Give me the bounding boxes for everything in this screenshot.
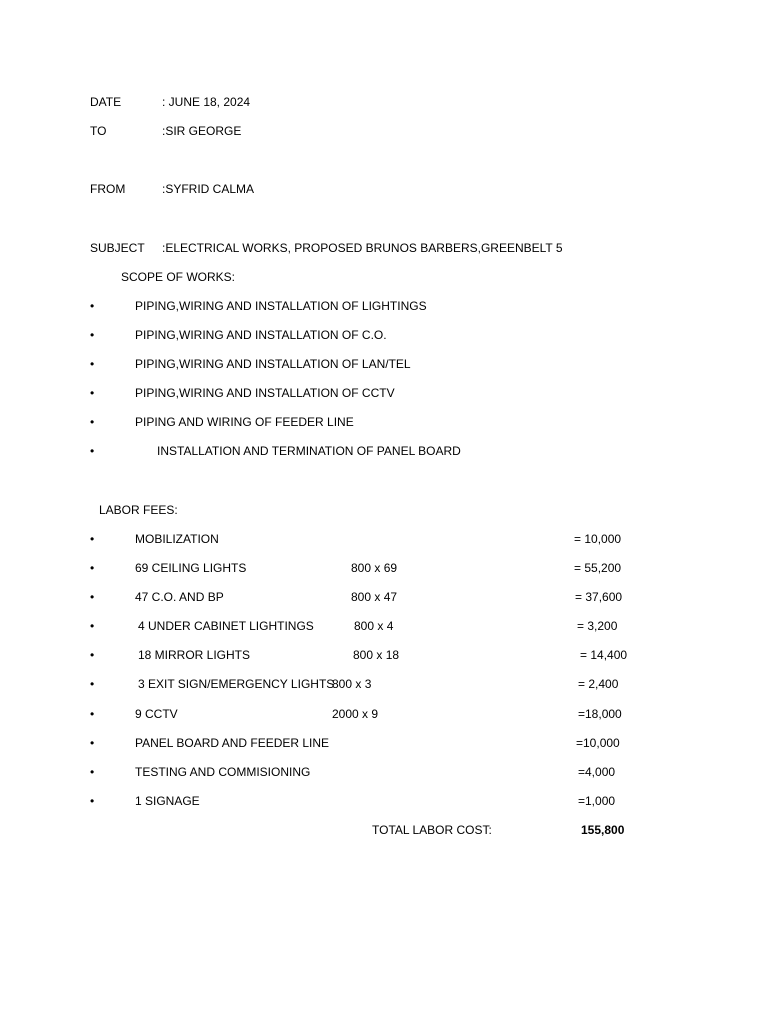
labor-item-amount: = 55,200 xyxy=(574,561,622,575)
labor-title: LABOR FEES: xyxy=(99,503,178,517)
labor-item-amount: = 37,600 xyxy=(575,590,623,604)
scope-item: PIPING AND WIRING OF FEEDER LINE xyxy=(135,415,354,429)
labor-item-calc: 800 x 4 xyxy=(354,619,394,633)
bullet-icon: • xyxy=(90,736,95,750)
total-value: 155,800 xyxy=(581,823,625,837)
labor-item-desc: PANEL BOARD AND FEEDER LINE xyxy=(135,736,330,750)
labor-item-calc: 2000 x 9 xyxy=(332,707,379,721)
bullet-icon: • xyxy=(90,677,95,691)
to-label: TO xyxy=(90,124,107,138)
labor-item-desc: 4 UNDER CABINET LIGHTINGS xyxy=(138,619,314,633)
scope-title: SCOPE OF WORKS: xyxy=(121,270,236,284)
subject-value: :ELECTRICAL WORKS, PROPOSED BRUNOS BARBERS,GREENBELT 5 xyxy=(162,241,563,255)
labor-item-amount: =4,000 xyxy=(578,765,616,779)
bullet-icon: • xyxy=(90,299,95,313)
labor-item-amount: = 3,200 xyxy=(577,619,618,633)
bullet-icon: • xyxy=(90,357,95,371)
labor-item-amount: =10,000 xyxy=(576,736,620,750)
labor-item-desc: 47 C.O. AND BP xyxy=(135,590,224,604)
bullet-icon: • xyxy=(90,386,95,400)
labor-item-calc: 800 x 18 xyxy=(353,648,400,662)
bullet-icon: • xyxy=(90,444,95,458)
bullet-icon: • xyxy=(90,561,95,575)
bullet-icon: • xyxy=(90,328,95,342)
labor-item-desc: 9 CCTV xyxy=(135,707,178,721)
bullet-icon: • xyxy=(90,648,95,662)
bullet-icon: • xyxy=(90,707,95,721)
labor-item-amount: = 10,000 xyxy=(574,532,622,546)
labor-item-desc: 3 EXIT SIGN/EMERGENCY LIGHTS xyxy=(138,677,335,691)
labor-item-amount: = 2,400 xyxy=(578,677,619,691)
scope-item: PIPING,WIRING AND INSTALLATION OF LAN/TEL xyxy=(135,357,411,371)
labor-item-calc: 800 x 3 xyxy=(332,677,372,691)
bullet-icon: • xyxy=(90,794,95,808)
total-label: TOTAL LABOR COST: xyxy=(372,823,492,837)
to-value: :SIR GEORGE xyxy=(162,124,242,138)
bullet-icon: • xyxy=(90,415,95,429)
from-value: :SYFRID CALMA xyxy=(162,182,255,196)
labor-item-desc: 18 MIRROR LIGHTS xyxy=(138,648,251,662)
labor-item-desc: 1 SIGNAGE xyxy=(135,794,200,808)
labor-item-desc: MOBILIZATION xyxy=(135,532,219,546)
scope-item: PIPING,WIRING AND INSTALLATION OF LIGHTINGS xyxy=(135,299,427,313)
labor-item-calc: 800 x 47 xyxy=(351,590,398,604)
subject-label: SUBJECT xyxy=(90,241,145,255)
labor-item-calc: 800 x 69 xyxy=(351,561,398,575)
from-label: FROM xyxy=(90,182,126,196)
bullet-icon: • xyxy=(90,532,95,546)
scope-item: INSTALLATION AND TERMINATION OF PANEL BOARD xyxy=(157,444,461,458)
scope-item: PIPING,WIRING AND INSTALLATION OF CCTV xyxy=(135,386,395,400)
date-value: : JUNE 18, 2024 xyxy=(162,95,251,109)
labor-item-desc: 69 CEILING LIGHTS xyxy=(135,561,247,575)
scope-item: PIPING,WIRING AND INSTALLATION OF C.O. xyxy=(135,328,387,342)
labor-item-amount: =18,000 xyxy=(578,707,622,721)
bullet-icon: • xyxy=(90,765,95,779)
labor-item-amount: =1,000 xyxy=(578,794,616,808)
bullet-icon: • xyxy=(90,619,95,633)
labor-item-amount: = 14,400 xyxy=(580,648,628,662)
labor-item-desc: TESTING AND COMMISIONING xyxy=(135,765,311,779)
bullet-icon: • xyxy=(90,590,95,604)
date-label: DATE xyxy=(90,95,122,109)
